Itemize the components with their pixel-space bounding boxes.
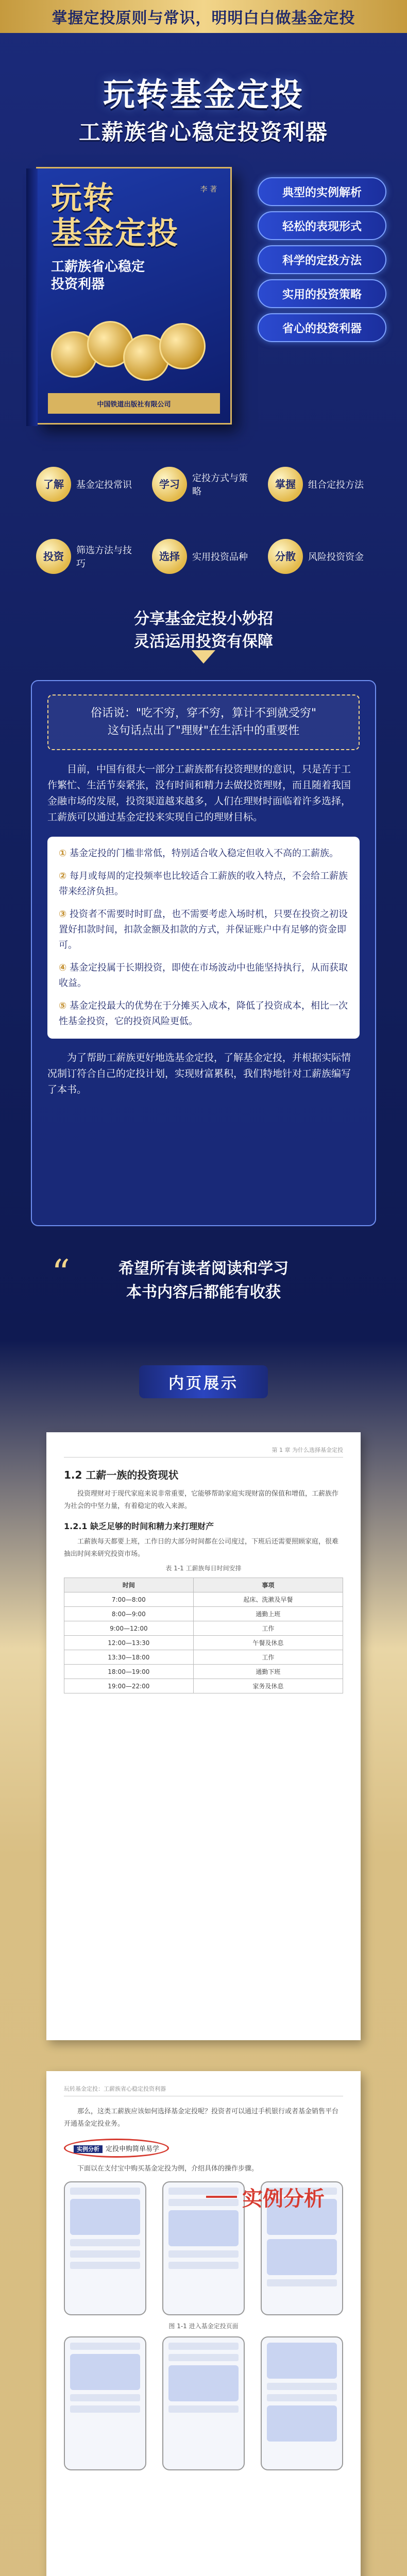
- quote-box: [47, 694, 360, 750]
- table-row: [64, 1650, 343, 1665]
- slogan: [0, 608, 407, 653]
- tag: 科学的定投方法: [258, 245, 386, 274]
- wish-line1: 希望所有读者阅读和学习: [118, 1260, 289, 1278]
- table-cell: 12:00—13:30: [64, 1636, 194, 1650]
- list-item: [59, 960, 348, 991]
- feature-icon: 了解: [36, 467, 71, 502]
- book-title-line2: 基金定投: [51, 215, 179, 251]
- tag: 典型的实例解析: [258, 177, 386, 206]
- phone-screenshot: [162, 2181, 245, 2315]
- list-item: [59, 907, 348, 953]
- book-title-line1: 玩转: [51, 180, 115, 216]
- hero: [0, 33, 407, 435]
- list-number: ⑤: [59, 1001, 67, 1011]
- table-cell: 起床、洗漱及早餐: [193, 1592, 343, 1607]
- feature-icon: 掌握: [268, 467, 303, 502]
- book-author: 李 著: [200, 185, 217, 194]
- book-subtitle: [51, 258, 217, 293]
- page-heading: 1.2 工薪一族的投资现状: [64, 1469, 179, 1481]
- feature-icon: 学习: [152, 467, 187, 502]
- table-cell: 午餐及休息: [193, 1636, 343, 1650]
- list-number: ③: [59, 909, 67, 920]
- table-row: [64, 1679, 343, 1693]
- intro-panel: [31, 680, 376, 1226]
- figure-caption: 图 1-1 进入基金定投页面: [168, 2323, 239, 2330]
- table-caption: 表 1-1 工薪族每日时间安排: [165, 1565, 242, 1572]
- feature-icon: 分散: [268, 539, 303, 574]
- screenshot-row: [64, 2336, 343, 2470]
- coins-icon: [51, 316, 216, 383]
- phone-screenshot: [162, 2336, 245, 2470]
- page-subheading: 1.2.1 缺乏足够的时间和精力来打理财产: [64, 1521, 214, 1531]
- tag: 轻松的表现形式: [258, 211, 386, 240]
- book-publisher: 中国铁道出版社有限公司: [48, 393, 220, 414]
- list-text: 基金定投的门槛非常低，特别适合收入稳定但收入不高的工薪族。: [69, 848, 338, 859]
- table-row: [64, 1621, 343, 1636]
- case-tag-text: 定投申购简单易学: [106, 2145, 160, 2153]
- table-row: [64, 1665, 343, 1679]
- feature-label: 筛选方法与技巧: [76, 545, 132, 569]
- feature-item: [36, 453, 139, 515]
- feature-item: [268, 453, 371, 515]
- book-subtitle-line2: 投资利器: [51, 277, 105, 292]
- feature-label: 组合定投方法: [308, 480, 364, 490]
- table-cell: 8:00—9:00: [64, 1607, 194, 1621]
- feature-item: [152, 453, 255, 515]
- wish: [0, 1257, 407, 1304]
- section-title: 内页展示: [139, 1365, 268, 1398]
- inner-page-2: [46, 2071, 361, 2576]
- top-banner-text: 掌握定投原则与常识，明明白白做基金定投: [52, 9, 355, 27]
- table-cell: 通勤上班: [193, 1607, 343, 1621]
- page-paragraph: 那么，这类工薪族应该如何选择基金定投呢？投资者可以通过手机银行或者基金销售平台开通基金定投业务。: [64, 2108, 339, 2128]
- table-cell: 家务及休息: [193, 1679, 343, 1693]
- tag-list: [258, 177, 386, 347]
- table-cell: 工作: [193, 1621, 343, 1636]
- list-text: 基金定投最大的优势在于分摊买入成本，降低了投资成本，相比一次性基金投资，它的投资风险更低。: [59, 1001, 348, 1027]
- page-paragraph: 投资理财对于现代家庭来说非常重要，它能够帮助家庭实现财富的保值和增值，工薪族作为社会的中坚力量，有着稳定的收入来源。: [64, 1490, 339, 1510]
- list-number: ④: [59, 962, 67, 973]
- tag: 实用的投资策略: [258, 279, 386, 308]
- arrow-down-icon: [192, 650, 215, 664]
- page-paragraph: 工薪族每天都要上班，工作日的大部分时间都在公司度过，下班后还需要照顾家庭，很难抽出时间来研究投资市场。: [64, 1538, 339, 1558]
- book-cover: [36, 167, 232, 425]
- slogan-line2: 灵活运用投资有保障: [134, 633, 273, 651]
- table-cell: 13:30—18:00: [64, 1650, 194, 1665]
- schedule-table: [64, 1578, 343, 1693]
- book-subtitle-line1: 工薪族省心稳定: [51, 259, 145, 275]
- hero-subtitle: 工薪族省心稳定投资利器: [78, 120, 328, 145]
- closing-paragraph: 为了帮助工薪族更好地选基金定投，了解基金定投，并根据实际情况制订符合自己的定投计划，实现财富累积，我们特地针对工薪族编写了本书。: [47, 1052, 351, 1095]
- table-row: [64, 1592, 343, 1607]
- quote-mark-icon: “: [52, 1252, 70, 1294]
- case-label: 实例分析: [242, 2187, 325, 2211]
- list-number: ②: [59, 871, 67, 882]
- case-tag: [64, 2139, 169, 2158]
- benefit-list: [47, 837, 360, 1039]
- case-tag-label: 实例分析: [74, 2145, 103, 2153]
- table-cell: 通勤下班: [193, 1665, 343, 1679]
- table-row: [64, 1636, 343, 1650]
- feature-item: [36, 526, 139, 587]
- list-number: ①: [59, 848, 67, 859]
- feature-label: 风险投资资金: [308, 552, 364, 563]
- table-header: 事项: [193, 1578, 343, 1592]
- feature-item: [152, 526, 255, 587]
- feature-item: [268, 526, 371, 587]
- list-item: [59, 998, 348, 1029]
- hero-title: 玩转基金定投: [103, 76, 304, 113]
- table-row: [64, 1607, 343, 1621]
- list-item: [59, 846, 348, 861]
- quote-line2: 这句话点出了"理财"在生活中的重要性: [107, 724, 300, 737]
- feature-label: 实用投资品种: [192, 552, 248, 563]
- page-header: 第 1 章 为什么选择基金定投: [64, 1446, 343, 1458]
- page-paragraph: 下面以在支付宝中购买基金定投为例，介绍具体的操作步骤。: [77, 2165, 259, 2173]
- quote-line1: 俗话说："吃不穷，穿不穷，算计不到就受穷": [90, 707, 317, 720]
- list-text: 投资者不需要时时盯盘，也不需要考虑入场时机，只要在投资之初设置好扣款时间，扣款金额及扣款的方式，并保证账户中有足够的资金即可。: [59, 909, 348, 951]
- list-item: [59, 869, 348, 900]
- book-spine: [26, 168, 38, 426]
- feature-icon: 投资: [36, 539, 71, 574]
- table-cell: 工作: [193, 1650, 343, 1665]
- table-cell: 9:00—12:00: [64, 1621, 194, 1636]
- page-header: 玩转基金定投：工薪族省心稳定投资利器: [64, 2084, 343, 2096]
- feature-icon: 选择: [152, 539, 187, 574]
- table-header: 时间: [64, 1578, 194, 1592]
- list-text: 基金定投属于长期投资，即使在市场波动中也能坚持执行，从而获取收益。: [59, 962, 348, 989]
- phone-screenshot: [64, 2336, 146, 2470]
- wish-line2: 本书内容后都能有收获: [126, 1283, 281, 1301]
- slogan-line1: 分享基金定投小妙招: [134, 610, 273, 628]
- table-cell: 7:00—8:00: [64, 1592, 194, 1607]
- list-text: 每月或每周的定投频率也比较适合工薪族的收入特点，不会给工薪族带来经济负担。: [59, 871, 348, 897]
- feature-label: 定投方式与策略: [192, 473, 248, 497]
- table-cell: 19:00—22:00: [64, 1679, 194, 1693]
- table-cell: 18:00—19:00: [64, 1665, 194, 1679]
- arrow-icon: [206, 2196, 237, 2198]
- top-banner: [0, 0, 407, 33]
- tag: 省心的投资利器: [258, 313, 386, 342]
- phone-screenshot: [261, 2336, 343, 2470]
- phone-screenshot: [64, 2181, 146, 2315]
- book-title: [51, 181, 217, 251]
- feature-grid: [36, 453, 371, 598]
- intro-paragraph: 目前，中国有很大一部分工薪族都有投资理财的意识，只是苦于工作繁忙、生活节奏紧张，没有时间和精力去做投资理财，而且随着我国金融市场的发展，投资渠道越来越多，人们在理财时面临着许多选择，工薪族可以通过基金定投来实现自己的理财目标。: [47, 764, 351, 823]
- inner-page-1: [46, 1432, 361, 2040]
- feature-label: 基金定投常识: [76, 480, 132, 490]
